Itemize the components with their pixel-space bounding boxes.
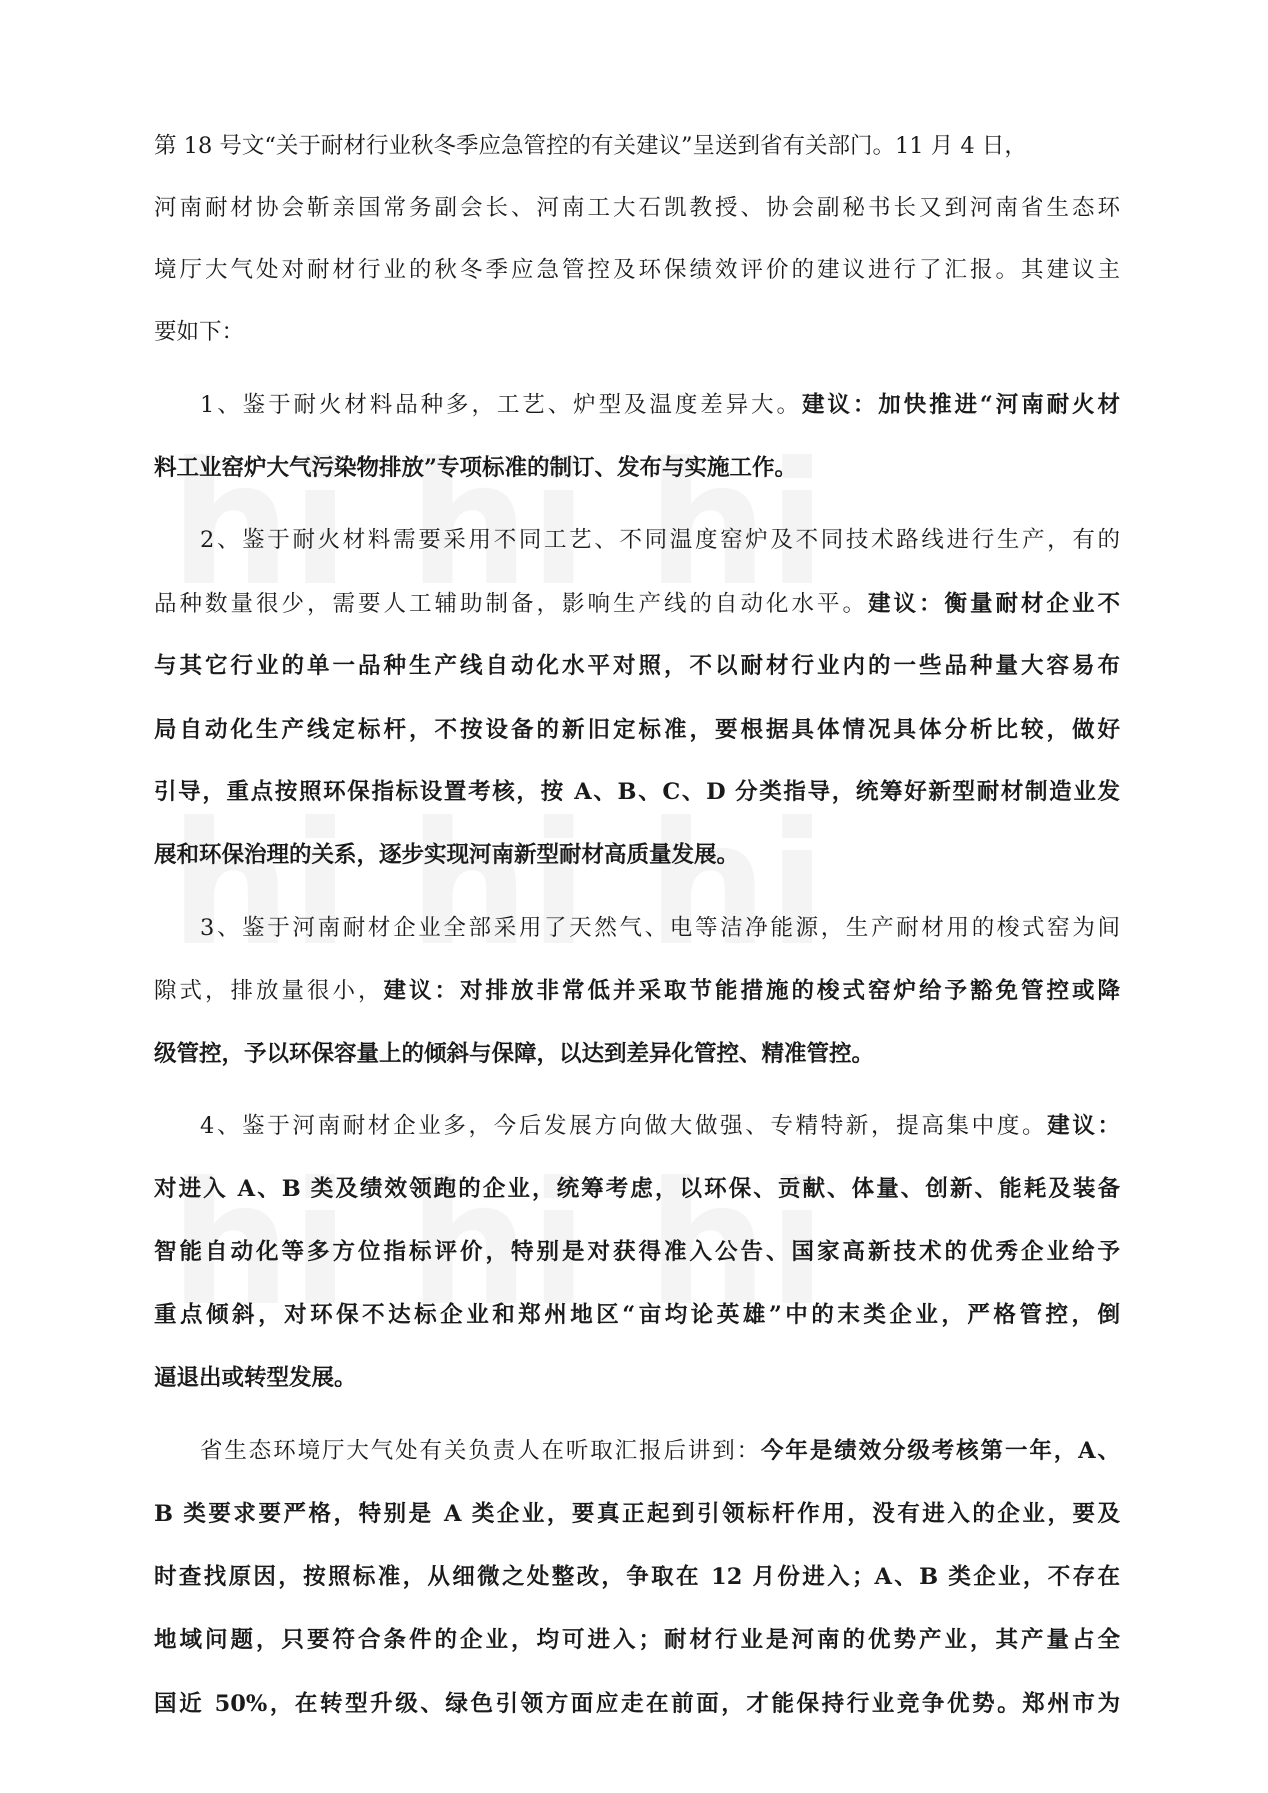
bold-text-segment: 今年是绩效分级考核第一年，A、: [761, 1438, 1120, 1464]
bold-text-segment: 建议：加快推进“河南耐火材: [801, 392, 1120, 418]
bold-text-segment: 建议：: [1047, 1113, 1120, 1139]
text-line: [200, 520, 1120, 560]
text-segment: 河南耐材协会靳亲国常务副会长、河南工大石凯教授、协会副秘书长又到河南省生态环: [154, 195, 1120, 221]
text-segment: 4、鉴于河南耐材企业多，今后发展方向做大做强、专精特新，提高集中度。: [200, 1113, 1048, 1139]
bold-text-segment: 智能自动化等多方位指标评价，特别是对获得准入公告、国家高新技术的优秀企业给予: [154, 1239, 1120, 1265]
text-segment: 省生态环境厅大气处有关负责人在听取汇报后讲到：: [200, 1438, 762, 1464]
text-line: [154, 772, 1120, 812]
bold-text-segment: B 类要求要严格，特别是 A 类企业，要真正起到引领标杆作用，没有进入的企业，要及: [154, 1501, 1120, 1527]
bold-text-segment: 重点倾斜，对环保不达标企业和郑州地区“亩均论英雄”中的末类企业，严格管控，倒: [154, 1302, 1120, 1328]
text-segment: 隙式，排放量很小，: [154, 978, 384, 1004]
text-line: [154, 584, 1120, 624]
text-segment: 要如下：: [154, 319, 245, 345]
text-segment: 境厅大气处对耐材行业的秋冬季应急管控及环保绩效评价的建议进行了汇报。其建议主: [154, 257, 1120, 283]
text-line: [154, 312, 1120, 352]
text-line: [154, 710, 1120, 750]
bold-text-segment: 对进入 A、B 类及绩效领跑的企业，统筹考虑，以环保、贡献、体量、创新、能耗及装备: [154, 1176, 1120, 1202]
text-line: [154, 1494, 1120, 1534]
text-line: [154, 1358, 1120, 1398]
text-line: [154, 1684, 1120, 1724]
text-line: [154, 1295, 1120, 1335]
text-segment: 品种数量很少，需要人工辅助制备，影响生产线的自动化水平。: [154, 591, 868, 617]
text-line: [154, 1034, 1120, 1074]
text-segment: 3、鉴于河南耐材企业全部采用了天然气、电等洁净能源，生产耐材用的梭式窑为间: [200, 915, 1120, 941]
text-line: [154, 1232, 1120, 1272]
text-segment: 1、鉴于耐火材料品种多，工艺、炉型及温度差异大。: [200, 392, 802, 418]
text-line: [200, 1431, 1120, 1471]
bold-text-segment: 与其它行业的单一品种生产线自动化水平对照，不以耐材行业内的一些品种量大容易布: [154, 653, 1120, 679]
text-line: [200, 385, 1120, 425]
bold-text-segment: 展和环保治理的关系，逐步实现河南新型耐材高质量发展。: [154, 842, 740, 868]
bold-text-segment: 引导，重点按照环保指标设置考核，按 A、B、C、D 分类指导，统筹好新型耐材制造业发: [154, 779, 1120, 805]
bold-text-segment: 地域问题，只要符合条件的企业，均可进入；耐材行业是河南的优势产业，其产量占全: [154, 1627, 1120, 1653]
text-line: [154, 1557, 1120, 1597]
text-line: [154, 250, 1120, 290]
bold-text-segment: 逼退出或转型发展。: [154, 1365, 357, 1391]
text-line: [154, 1620, 1120, 1660]
text-line: [154, 835, 1120, 875]
text-line: [154, 448, 1120, 488]
bold-text-segment: 建议：对排放非常低并采取节能措施的梭式窑炉给予豁免管控或降: [383, 978, 1120, 1004]
text-segment: 第 18 号文“关于耐材行业秋冬季应急管控的有关建议”呈送到省有关部门。11 月 4 日，: [154, 133, 1027, 159]
bold-text-segment: 局自动化生产线定标杆，不按设备的新旧定标准，要根据具体情况具体分析比较，做好: [154, 717, 1120, 743]
text-line: [200, 1106, 1120, 1146]
text-segment: 2、鉴于耐火材料需要采用不同工艺、不同温度窑炉及不同技术路线进行生产，有的: [200, 527, 1120, 553]
text-line: [154, 188, 1120, 228]
text-line: [154, 1169, 1120, 1209]
bold-text-segment: 时查找原因，按照标准，从细微之处整改，争取在 12 月份进入；A、B 类企业，不存在: [154, 1564, 1120, 1590]
bold-text-segment: 建议：衡量耐材企业不: [867, 591, 1120, 617]
text-line: [154, 126, 1120, 166]
bold-text-segment: 国近 50%，在转型升级、绿色引领方面应走在前面，才能保持行业竞争优势。郑州市为: [154, 1691, 1120, 1717]
text-line: [154, 646, 1120, 686]
text-line: [154, 971, 1120, 1011]
bold-text-segment: 料工业窑炉大气污染物排放”专项标准的制订、发布与实施工作。: [154, 455, 797, 481]
text-line: [200, 908, 1120, 948]
bold-text-segment: 级管控，予以环保容量上的倾斜与保障，以达到差异化管控、精准管控。: [154, 1041, 875, 1067]
